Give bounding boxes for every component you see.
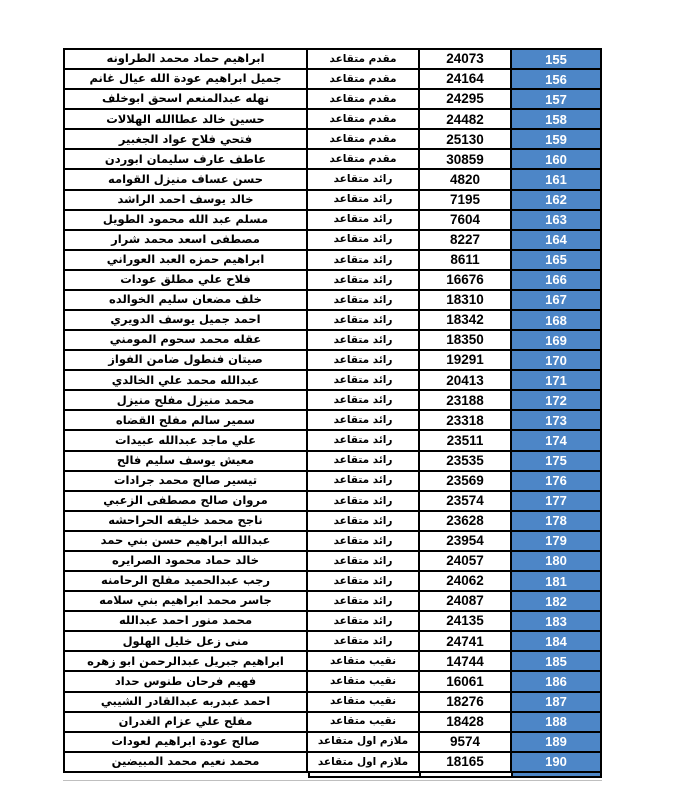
- table-row: [65, 391, 600, 411]
- page-bottom-divider: [63, 780, 602, 781]
- name-cell: خلف مضعان سليم الخوالده: [65, 291, 308, 309]
- service-number-cell: 20413: [420, 371, 512, 389]
- row-index-cell: 185: [512, 652, 600, 670]
- service-number-cell: 30859: [420, 150, 512, 168]
- name-cell: عاطف عارف سليمان ابوردن: [65, 150, 308, 168]
- name-cell: فلاح علي مطلق عودات: [65, 271, 308, 289]
- table-row: [65, 472, 600, 492]
- row-index-cell: 178: [512, 512, 600, 530]
- row-index-cell: 190: [512, 753, 600, 771]
- row-index-cell: 187: [512, 693, 600, 711]
- service-number-cell: 23511: [420, 431, 512, 449]
- name-cell: ناجح محمد خليفه الحراحشه: [65, 512, 308, 530]
- rank-cell: رائد متقاعد: [308, 391, 420, 409]
- row-index-cell: 181: [512, 572, 600, 590]
- row-index-cell: 164: [512, 231, 600, 249]
- rank-cell: رائد متقاعد: [308, 411, 420, 429]
- table-row: [65, 753, 600, 771]
- table-row: [65, 452, 600, 472]
- name-cell: منى زعل خليل الهلول: [65, 632, 308, 650]
- row-index-cell: 166: [512, 271, 600, 289]
- rank-cell: نقيب متقاعد: [308, 652, 420, 670]
- rank-cell: رائد متقاعد: [308, 251, 420, 269]
- table-row: [65, 291, 600, 311]
- table-row: [65, 632, 600, 652]
- table-row: [65, 713, 600, 733]
- table-row: [65, 331, 600, 351]
- name-cell: سمير سالم مفلح القضاه: [65, 411, 308, 429]
- rank-cell: رائد متقاعد: [308, 512, 420, 530]
- name-cell: علي ماجد عبدالله عبيدات: [65, 431, 308, 449]
- name-cell: حسين خالد عطاالله الهلالات: [65, 110, 308, 128]
- rank-cell: مقدم متقاعد: [308, 150, 420, 168]
- row-index-cell: 169: [512, 331, 600, 349]
- rank-cell: رائد متقاعد: [308, 311, 420, 329]
- service-number-cell: 8611: [420, 251, 512, 269]
- row-index-cell: 155: [512, 50, 600, 68]
- row-index-cell: 184: [512, 632, 600, 650]
- table-row: [65, 431, 600, 451]
- cutoff-number-cell: [421, 773, 513, 776]
- service-number-cell: 7604: [420, 211, 512, 229]
- row-index-cell: 183: [512, 612, 600, 630]
- name-cell: جاسر محمد ابراهيم بني سلامه: [65, 592, 308, 610]
- name-cell: جميل ابراهيم عودة الله عيال غانم: [65, 70, 308, 88]
- name-cell: فتحي فلاح عواد الجغبير: [65, 130, 308, 148]
- name-cell: ابراهيم حماد محمد الطراونه: [65, 50, 308, 68]
- name-cell: عقله محمد سحوم المومني: [65, 331, 308, 349]
- row-index-cell: 158: [512, 110, 600, 128]
- rank-cell: رائد متقاعد: [308, 170, 420, 188]
- service-number-cell: 18350: [420, 331, 512, 349]
- table-row: [65, 150, 600, 170]
- row-index-cell: 177: [512, 492, 600, 510]
- service-number-cell: 9574: [420, 733, 512, 751]
- service-number-cell: 18276: [420, 693, 512, 711]
- retirees-table: [63, 48, 602, 773]
- service-number-cell: 18342: [420, 311, 512, 329]
- service-number-cell: 24087: [420, 592, 512, 610]
- row-index-cell: 163: [512, 211, 600, 229]
- row-index-cell: 189: [512, 733, 600, 751]
- service-number-cell: 16061: [420, 672, 512, 690]
- rank-cell: مقدم متقاعد: [308, 130, 420, 148]
- rank-cell: رائد متقاعد: [308, 191, 420, 209]
- row-index-cell: 168: [512, 311, 600, 329]
- table-row: [65, 492, 600, 512]
- service-number-cell: 23188: [420, 391, 512, 409]
- row-index-cell: 188: [512, 713, 600, 731]
- service-number-cell: 24057: [420, 552, 512, 570]
- rank-cell: رائد متقاعد: [308, 472, 420, 490]
- table-row: [65, 90, 600, 110]
- table-row: [65, 251, 600, 271]
- rank-cell: رائد متقاعد: [308, 291, 420, 309]
- name-cell: صيتان فنطول ضامن الفواز: [65, 351, 308, 369]
- service-number-cell: 24741: [420, 632, 512, 650]
- service-number-cell: 18310: [420, 291, 512, 309]
- table-row: [65, 211, 600, 231]
- table-row: [65, 170, 600, 190]
- name-cell: صالح عودة ابراهيم لعودات: [65, 733, 308, 751]
- service-number-cell: 24295: [420, 90, 512, 108]
- row-index-cell: 171: [512, 371, 600, 389]
- table-row: [65, 693, 600, 713]
- rank-cell: رائد متقاعد: [308, 572, 420, 590]
- name-cell: احمد جميل يوسف الدويري: [65, 311, 308, 329]
- name-cell: عبدالله ابراهيم حسن بني حمد: [65, 532, 308, 550]
- rank-cell: مقدم متقاعد: [308, 50, 420, 68]
- rank-cell: رائد متقاعد: [308, 532, 420, 550]
- service-number-cell: 16676: [420, 271, 512, 289]
- service-number-cell: 24482: [420, 110, 512, 128]
- row-index-cell: 170: [512, 351, 600, 369]
- table-row: [65, 652, 600, 672]
- row-index-cell: 156: [512, 70, 600, 88]
- cutoff-rank-cell: [310, 773, 421, 776]
- rank-cell: رائد متقاعد: [308, 231, 420, 249]
- table-row: [65, 271, 600, 291]
- name-cell: نهله عبدالمنعم اسحق ابوخلف: [65, 90, 308, 108]
- service-number-cell: 24164: [420, 70, 512, 88]
- table-row: [65, 411, 600, 431]
- service-number-cell: 24073: [420, 50, 512, 68]
- service-number-cell: 24135: [420, 612, 512, 630]
- row-index-cell: 174: [512, 431, 600, 449]
- row-index-cell: 172: [512, 391, 600, 409]
- cutoff-index-cell: [513, 773, 600, 776]
- service-number-cell: 23318: [420, 411, 512, 429]
- rank-cell: رائد متقاعد: [308, 492, 420, 510]
- service-number-cell: 7195: [420, 191, 512, 209]
- table-row: [65, 110, 600, 130]
- rank-cell: رائد متقاعد: [308, 271, 420, 289]
- service-number-cell: 19291: [420, 351, 512, 369]
- name-cell: فهيم فرحان طنوس حداد: [65, 672, 308, 690]
- rank-cell: رائد متقاعد: [308, 371, 420, 389]
- table-row: [65, 592, 600, 612]
- row-index-cell: 157: [512, 90, 600, 108]
- name-cell: تيسير صالح محمد جرادات: [65, 472, 308, 490]
- service-number-cell: 18165: [420, 753, 512, 771]
- row-index-cell: 161: [512, 170, 600, 188]
- table-row: [65, 512, 600, 532]
- rank-cell: رائد متقاعد: [308, 632, 420, 650]
- rank-cell: مقدم متقاعد: [308, 70, 420, 88]
- name-cell: عبدالله محمد علي الخالدي: [65, 371, 308, 389]
- rank-cell: ملازم اول متقاعد: [308, 733, 420, 751]
- row-index-cell: 186: [512, 672, 600, 690]
- table-row: [65, 70, 600, 90]
- name-cell: معيش يوسف سليم فالح: [65, 452, 308, 470]
- table-row: [65, 532, 600, 552]
- service-number-cell: 4820: [420, 170, 512, 188]
- name-cell: حسن عساف منيزل القوامه: [65, 170, 308, 188]
- rank-cell: ملازم اول متقاعد: [308, 753, 420, 771]
- service-number-cell: 23574: [420, 492, 512, 510]
- name-cell: خالد يوسف احمد الراشد: [65, 191, 308, 209]
- row-index-cell: 173: [512, 411, 600, 429]
- name-cell: ابراهيم جبريل عبدالرحمن ابو زهره: [65, 652, 308, 670]
- table-row: [65, 371, 600, 391]
- rank-cell: رائد متقاعد: [308, 612, 420, 630]
- cutoff-next-row: [308, 771, 602, 778]
- rank-cell: مقدم متقاعد: [308, 110, 420, 128]
- row-index-cell: 179: [512, 532, 600, 550]
- rank-cell: رائد متقاعد: [308, 351, 420, 369]
- service-number-cell: 23628: [420, 512, 512, 530]
- table-row: [65, 612, 600, 632]
- table-row: [65, 552, 600, 572]
- service-number-cell: 8227: [420, 231, 512, 249]
- service-number-cell: 18428: [420, 713, 512, 731]
- name-cell: محمد نعيم محمد المبيضين: [65, 753, 308, 771]
- service-number-cell: 23535: [420, 452, 512, 470]
- name-cell: خالد حماد محمود الصرايره: [65, 552, 308, 570]
- service-number-cell: 14744: [420, 652, 512, 670]
- row-index-cell: 175: [512, 452, 600, 470]
- rank-cell: رائد متقاعد: [308, 211, 420, 229]
- row-index-cell: 167: [512, 291, 600, 309]
- row-index-cell: 182: [512, 592, 600, 610]
- row-index-cell: 176: [512, 472, 600, 490]
- table-row: [65, 351, 600, 371]
- service-number-cell: 23954: [420, 532, 512, 550]
- table-row: [65, 191, 600, 211]
- row-index-cell: 162: [512, 191, 600, 209]
- row-index-cell: 165: [512, 251, 600, 269]
- rank-cell: نقيب متقاعد: [308, 713, 420, 731]
- table-row: [65, 572, 600, 592]
- service-number-cell: 25130: [420, 130, 512, 148]
- name-cell: مروان صالح مصطفى الزعبي: [65, 492, 308, 510]
- name-cell: مصطفى اسعد محمد شرار: [65, 231, 308, 249]
- rank-cell: رائد متقاعد: [308, 552, 420, 570]
- table-row: [65, 130, 600, 150]
- rank-cell: نقيب متقاعد: [308, 672, 420, 690]
- table-row: [65, 311, 600, 331]
- rank-cell: رائد متقاعد: [308, 592, 420, 610]
- row-index-cell: 180: [512, 552, 600, 570]
- table-row: [65, 231, 600, 251]
- name-cell: مسلم عبد الله محمود الطويل: [65, 211, 308, 229]
- table-row: [65, 672, 600, 692]
- name-cell: محمد منيزل مفلح منيزل: [65, 391, 308, 409]
- rank-cell: رائد متقاعد: [308, 431, 420, 449]
- rank-cell: نقيب متقاعد: [308, 693, 420, 711]
- table-row: [65, 733, 600, 753]
- name-cell: رجب عبدالحميد مفلح الرحامنه: [65, 572, 308, 590]
- name-cell: محمد منور احمد عبدالله: [65, 612, 308, 630]
- service-number-cell: 23569: [420, 472, 512, 490]
- name-cell: احمد عبدربه عبدالقادر الشيبي: [65, 693, 308, 711]
- rank-cell: رائد متقاعد: [308, 452, 420, 470]
- rank-cell: مقدم متقاعد: [308, 90, 420, 108]
- service-number-cell: 24062: [420, 572, 512, 590]
- table-row: [65, 50, 600, 70]
- name-cell: ابراهيم حمزه العبد العوراني: [65, 251, 308, 269]
- row-index-cell: 160: [512, 150, 600, 168]
- name-cell: مفلح علي عزام الغدران: [65, 713, 308, 731]
- row-index-cell: 159: [512, 130, 600, 148]
- rank-cell: رائد متقاعد: [308, 331, 420, 349]
